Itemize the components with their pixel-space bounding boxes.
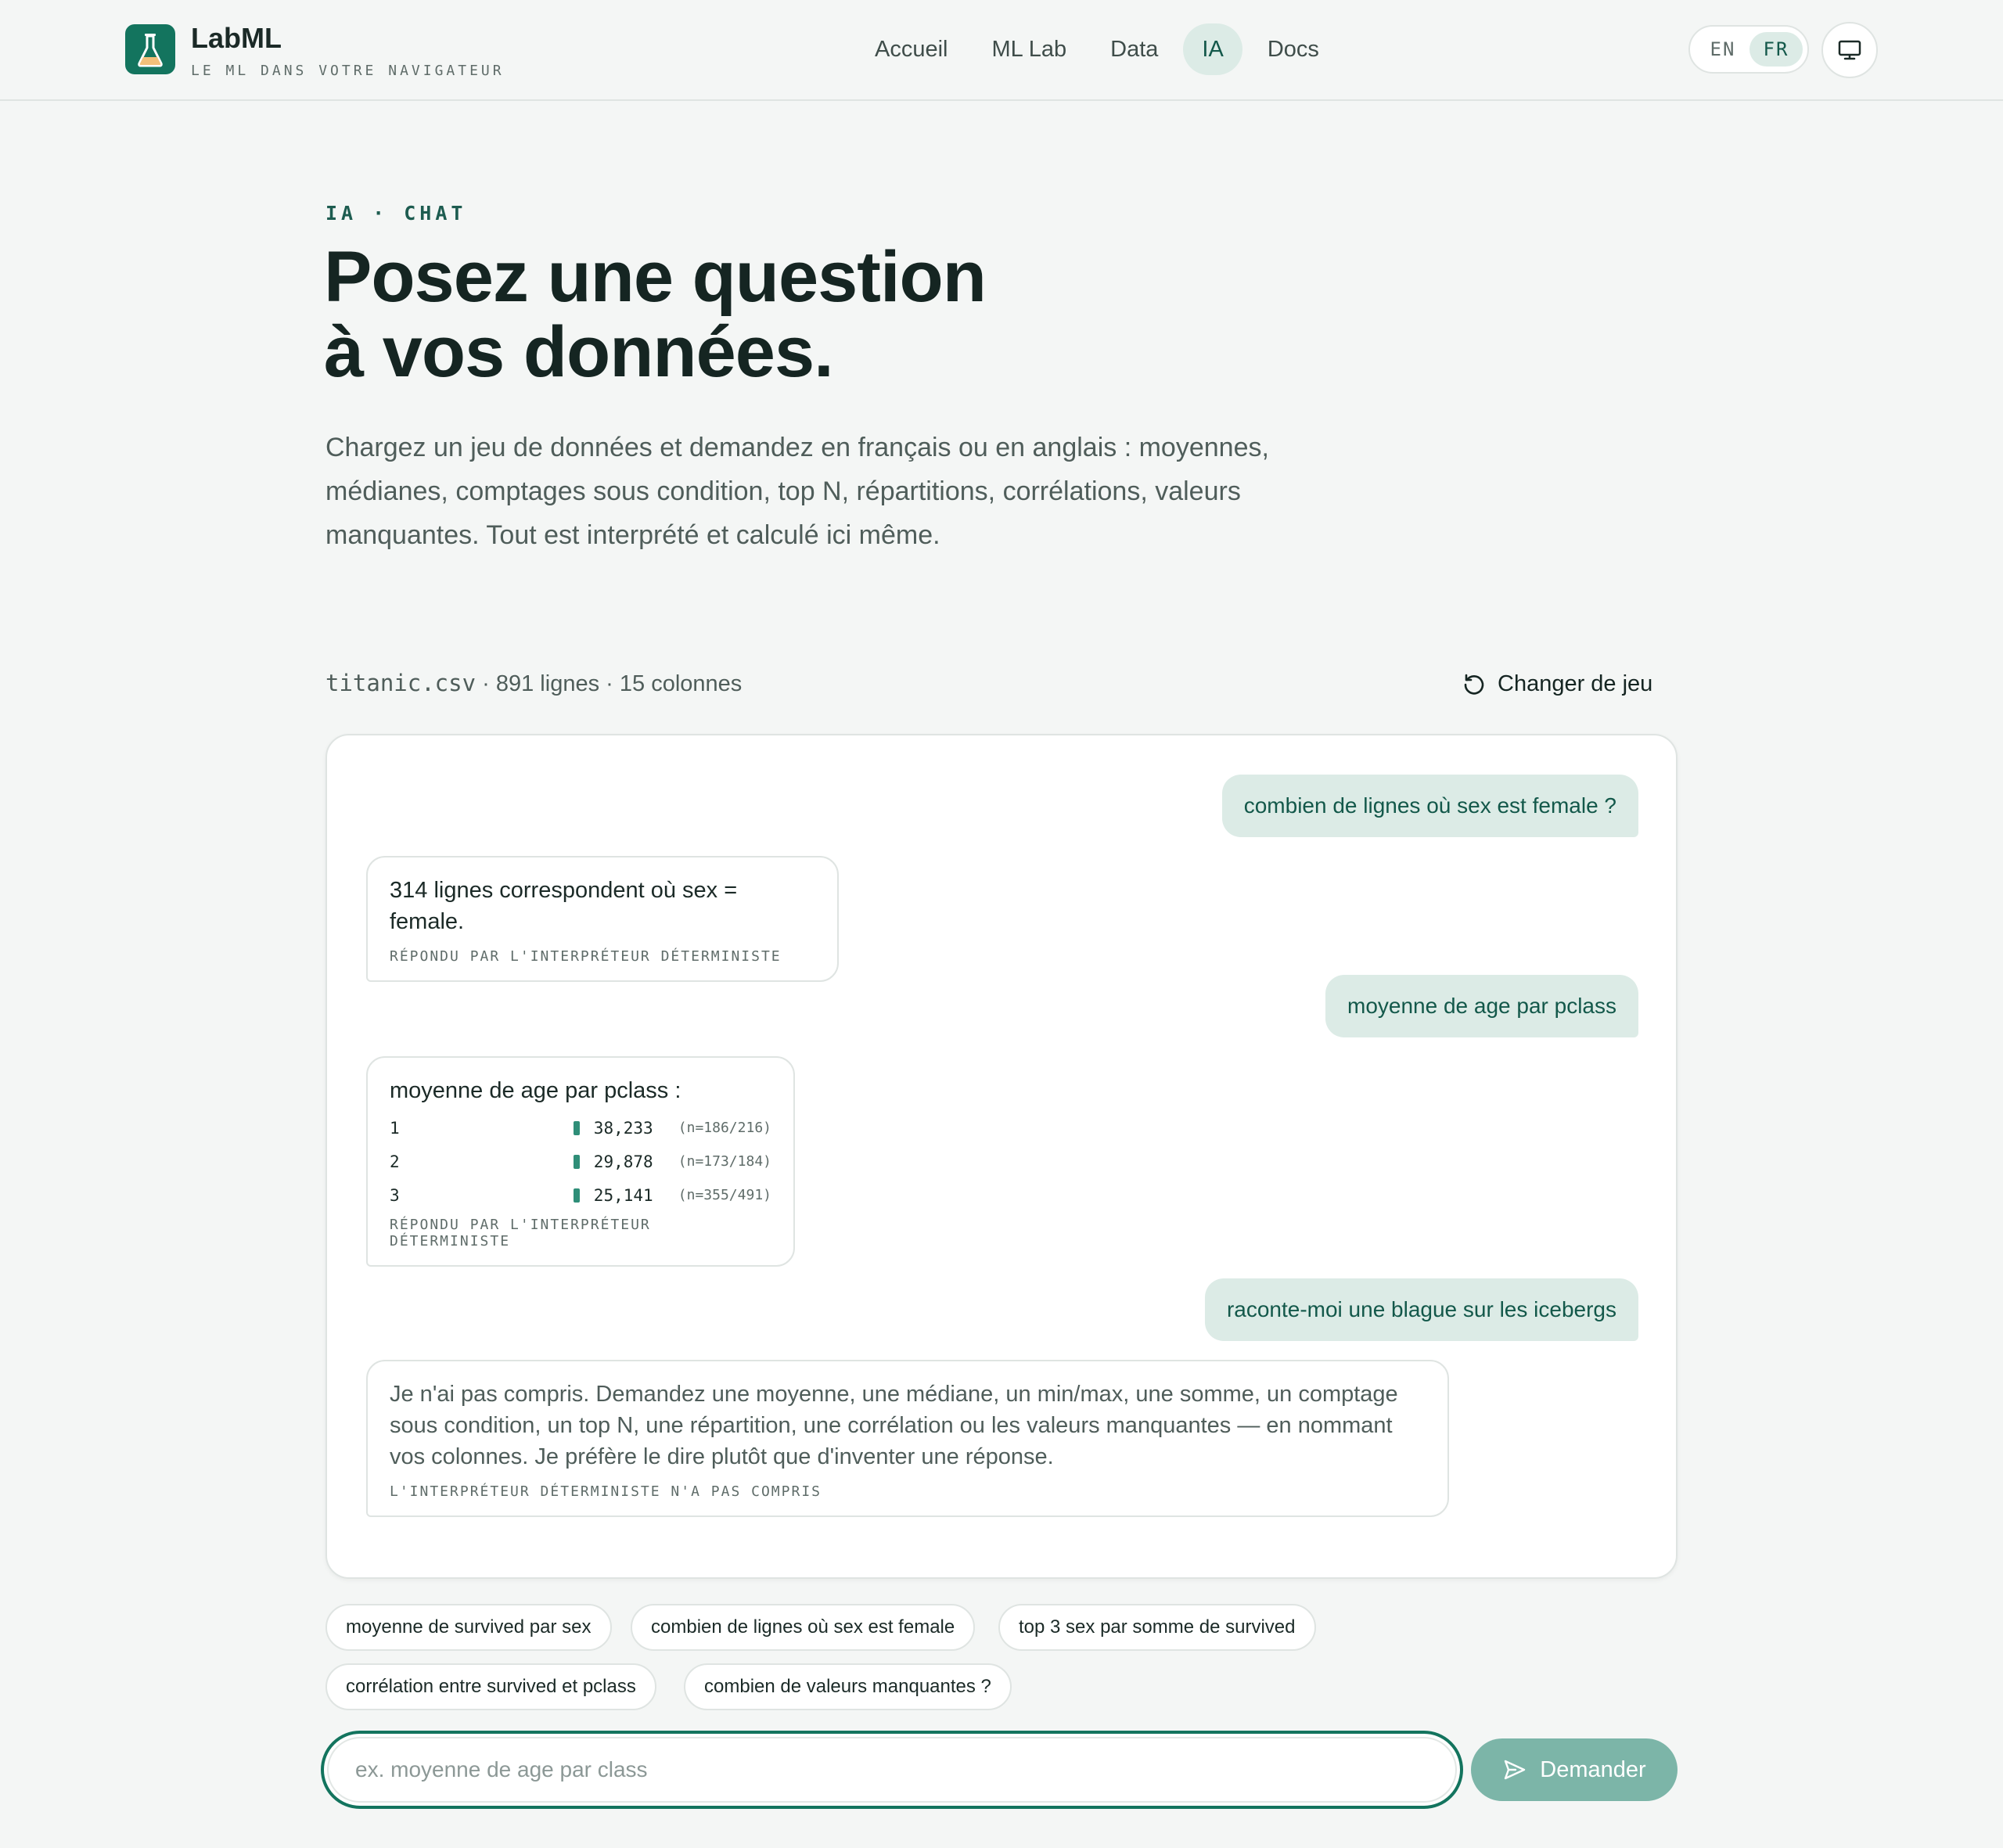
bot-message xyxy=(366,1360,1449,1517)
page-subtitle: Chargez un jeu de données et demandez en français ou en anglais : moyennes, médianes, comptages sous condition, top N, répartitions, corrélations, valeurs manquantes. Tout est interprété et calculé ici même. xyxy=(325,433,1269,550)
aggregate-key: 1 xyxy=(390,1118,400,1138)
chat-panel xyxy=(325,734,1678,1579)
lang-fr-button[interactable]: FR xyxy=(1749,32,1803,67)
bot-message-text: 314 lignes correspondent où sex = female. xyxy=(390,878,738,934)
suggestion-chip[interactable]: corrélation entre survived et pclass xyxy=(325,1663,656,1710)
user-message: raconte-moi une blague sur les icebergs xyxy=(1205,1278,1638,1341)
user-message: combien de lignes où sex est female ? xyxy=(1222,775,1638,837)
main-nav xyxy=(853,23,1341,75)
bot-message-footer: RÉPONDU PAR L'INTERPRÉTEUR DÉTERMINISTE xyxy=(390,948,782,965)
bot-message xyxy=(366,856,839,982)
nav-item-docs[interactable]: Docs xyxy=(1267,37,1319,62)
nav-item-data[interactable]: Data xyxy=(1110,37,1159,62)
aggregate-row xyxy=(390,1178,771,1212)
aggregate-row xyxy=(390,1111,771,1145)
page-title-line-2: à vos données. xyxy=(324,312,833,392)
suggestion-chip[interactable]: combien de valeurs manquantes ? xyxy=(684,1663,1012,1710)
monitor-icon xyxy=(1837,38,1862,63)
dataset-columns: 15 colonnes xyxy=(619,671,743,696)
aggregate-key: 2 xyxy=(390,1152,400,1171)
nav-item-ia[interactable]: IA xyxy=(1183,23,1242,75)
brand-tagline: LE ML DANS VOTRE NAVIGATEUR xyxy=(191,63,505,79)
aggregate-key: 3 xyxy=(390,1185,400,1205)
question-input-wrapper xyxy=(321,1731,1463,1809)
aggregate-table xyxy=(390,1111,771,1212)
bot-message-text: moyenne de age par pclass : xyxy=(390,1078,681,1103)
aggregate-value: 29,878 xyxy=(593,1152,653,1171)
dataset-rows: 891 lignes xyxy=(495,671,600,696)
flask-logo-icon[interactable] xyxy=(125,24,175,74)
suggestion-chip[interactable]: combien de lignes où sex est female xyxy=(631,1604,975,1651)
change-dataset-label: Changer de jeu xyxy=(1498,671,1653,696)
send-icon xyxy=(1502,1757,1527,1782)
aggregate-bar xyxy=(574,1121,580,1135)
ask-button[interactable] xyxy=(1471,1738,1678,1801)
dataset-separator: · xyxy=(482,671,490,696)
nav-item-ml-lab[interactable]: ML Lab xyxy=(991,37,1067,62)
aggregate-bar xyxy=(574,1188,580,1203)
dataset-separator: · xyxy=(606,671,613,696)
brand-name[interactable]: LabML xyxy=(191,22,282,54)
bot-message-footer: L'INTERPRÉTEUR DÉTERMINISTE N'A PAS COMPRIS xyxy=(390,1483,822,1500)
ask-button-label: Demander xyxy=(1540,1756,1646,1782)
aggregate-row xyxy=(390,1145,771,1178)
display-mode-button[interactable] xyxy=(1821,22,1878,78)
nav-item-accueil[interactable]: Accueil xyxy=(875,37,948,62)
page-title xyxy=(324,239,986,390)
dataset-info xyxy=(325,670,742,697)
lang-en-button[interactable]: EN xyxy=(1710,38,1736,60)
change-dataset-button[interactable] xyxy=(1462,667,1652,701)
question-input[interactable] xyxy=(327,1737,1457,1803)
language-toggle xyxy=(1688,25,1809,74)
aggregate-bar xyxy=(574,1155,580,1169)
bot-message-text: Je n'ai pas compris. Demandez une moyenne, une médiane, un min/max, une somme, un comptage sous condition, un top N, une répartition, une corrélation ou les valeurs manquantes — en nommant vos colonnes. Je préfère le dire plutôt que d'inventer une réponse. xyxy=(390,1382,1398,1469)
aggregate-count: (n=173/184) xyxy=(678,1153,771,1170)
aggregate-value: 38,233 xyxy=(593,1118,653,1138)
suggestion-chip[interactable]: moyenne de survived par sex xyxy=(325,1604,612,1651)
aggregate-value: 25,141 xyxy=(593,1185,653,1205)
bot-message xyxy=(366,1056,795,1267)
suggestion-chip[interactable]: top 3 sex par somme de survived xyxy=(998,1604,1316,1651)
bot-message-footer: RÉPONDU PAR L'INTERPRÉTEUR DÉTERMINISTE xyxy=(390,1217,651,1249)
page-title-line-1: Posez une question xyxy=(324,237,986,317)
user-message: moyenne de age par pclass xyxy=(1325,975,1638,1037)
section-eyebrow: IA · CHAT xyxy=(325,202,467,225)
dataset-filename: titanic.csv xyxy=(325,670,476,696)
refresh-icon xyxy=(1462,671,1487,696)
top-bar xyxy=(0,0,2003,101)
aggregate-count: (n=355/491) xyxy=(678,1187,771,1203)
aggregate-count: (n=186/216) xyxy=(678,1120,771,1136)
